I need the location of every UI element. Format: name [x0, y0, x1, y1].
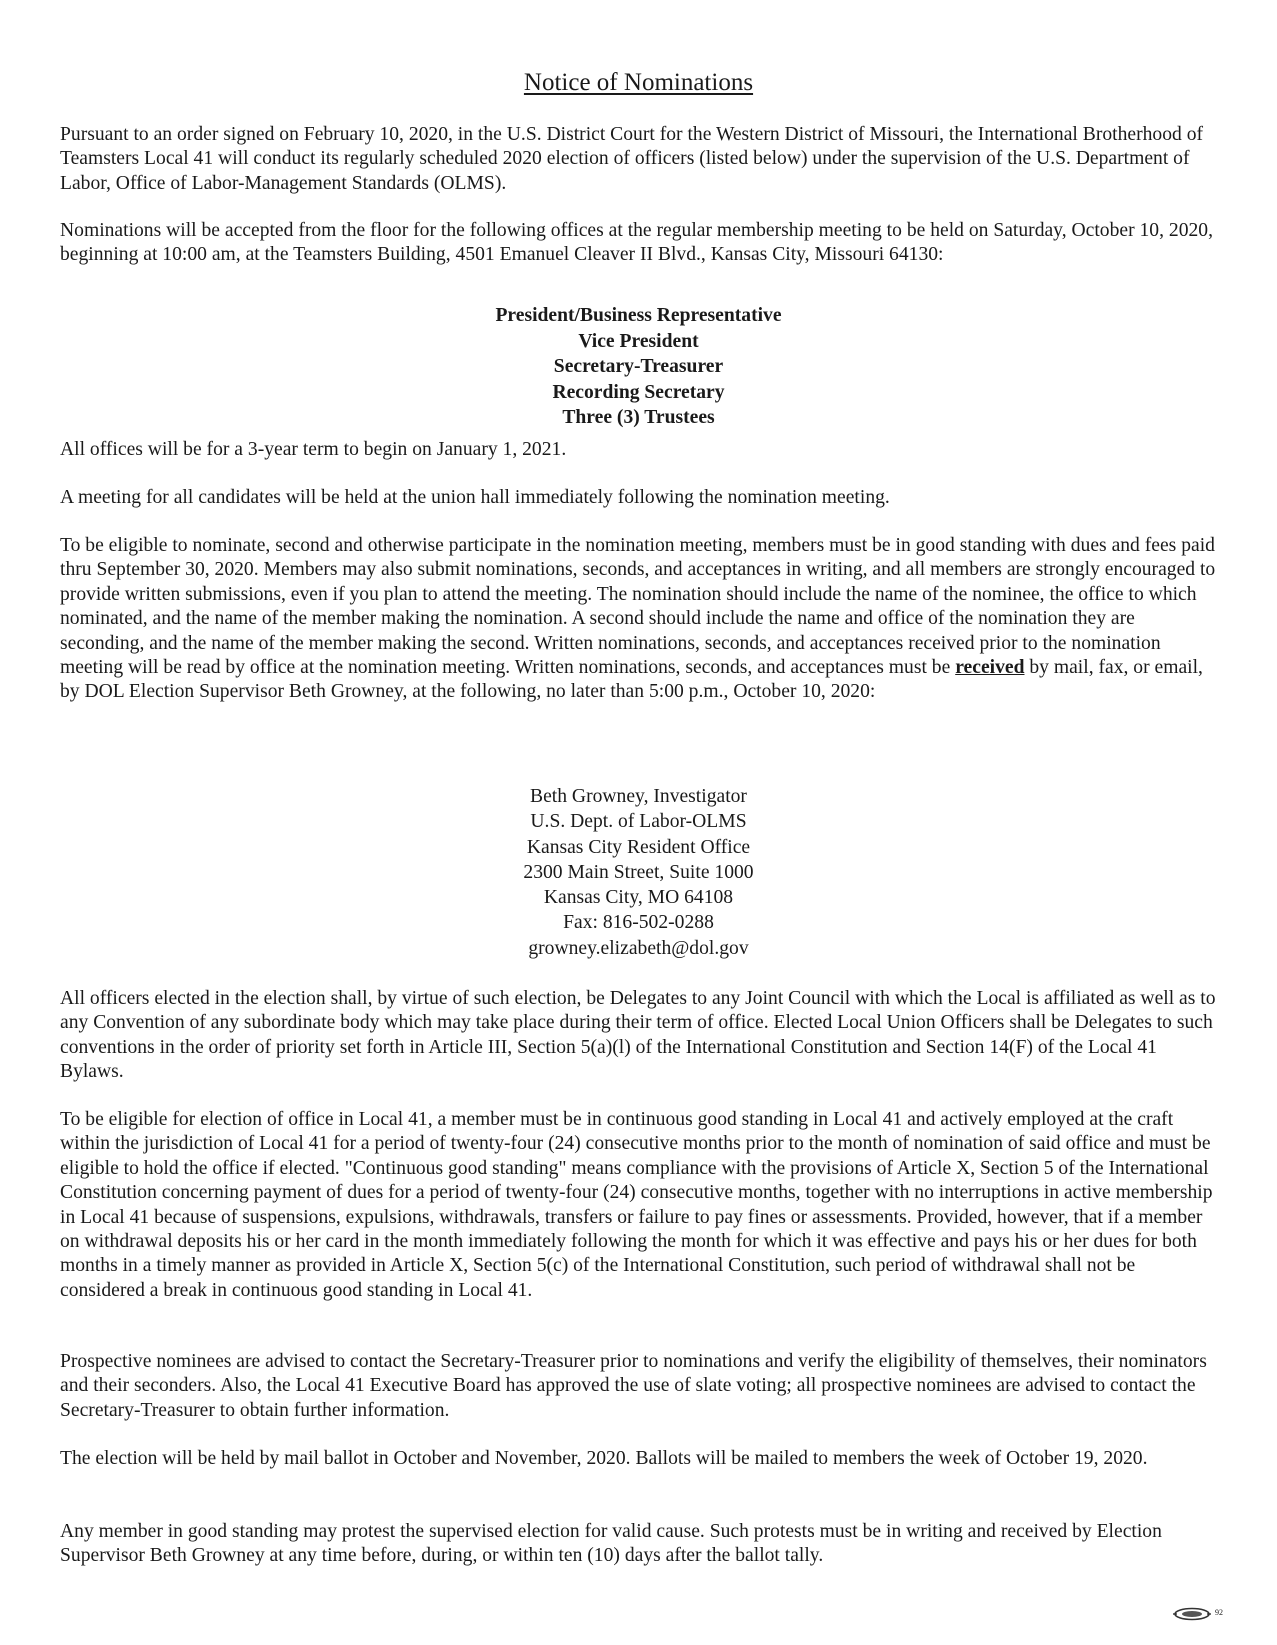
office-item: Vice President	[578, 330, 699, 352]
delegates-text: All officers elected in the election shall, by virtue of such election, be Delegates to any Joint Council with which the Local is affiliated as well as to any Convention of any subordinate body which may take place during their term of office. Elected Local Union Officers shall be Delegates to such conventions in the order of priority set forth in Article III, Section 5(a)(l) of the International Constitution and Section 14(F) of the Local 41 Bylaws.	[60, 988, 1216, 1083]
floor-nominations-text: Nominations will be accepted from the floor for the following offices at the regular membership meeting to be held on Saturday, October 10, 2020, beginning at 10:00 am, at the Teamsters Building, 4501 Emanuel Cleaver II Blvd., Kansas City, Missouri 64130:	[60, 220, 1213, 266]
office-item: President/Business Representative	[495, 305, 782, 326]
protest-paragraph	[60, 1520, 1218, 1569]
page-title: Notice of Nominations	[523, 69, 754, 96]
eligibility-nominate-text-start: To be eligible to nominate, second and otherwise participate in the nomination meeting, members must be in good standing with dues and fees paid thru September 30, 2020. Members may also submit nominations, seconds, and acceptances in writing, and all members are strongly encouraged to provide written submissions, even if you plan to attend the meeting. The nomination should include the name of the nominee, the office to which nominated, and the name of the member making the nomination. A second should include the name and office of the nomination they are seconding, and the name of the member making the second. Written nominations, seconds, and acceptances received prior to the nomination meeting will be read by office at the nomination meeting. Written nominations, seconds, and acceptances must be	[60, 535, 1216, 679]
office-item: Three (3) Trustees	[562, 407, 715, 428]
address-line: 2300 Main Street, Suite 1000	[523, 861, 754, 883]
eligibility-office-text: To be eligible for election of office in Local 41, a member must be in continuous good standing in Local 41 and actively employed at the craft within the jurisdiction of Local 41 for a period of twenty-four (24) consecutive months prior to the month of nomination of said office and must be eligible to hold the office if elected. "Continuous good standing" means compliance with the provisions of Article X, Section 5 of the International Constitution concerning payment of dues for a period of twenty-four (24) consecutive months, together with no interruptions in active membership in Local 41 because of suspensions, expulsions, withdrawals, transfers or failure to pay fines or assessments. Provided, however, that if a member on withdrawal deposits his or her card in the month immediately following the month for which it was effective and pays his or her dues for both months in a timely manner as provided in Article X, Section 5(c) of the International Constitution, such period of withdrawal shall not be considered a break in continuous good standing in Local 41.	[60, 1109, 1213, 1301]
prospective-nominees-text: Prospective nominees are advised to contact the Secretary-Treasurer prior to nominations and verify the eligibility of themselves, their nominators and their seconders. Also, the Local 41 Executive Board has approved the use of slate voting; all prospective nominees are advised to contact the Secretary-Treasurer to obtain further information.	[60, 1351, 1207, 1421]
eligibility-nominate-text-end: by mail, fax, or email, by DOL Election Supervisor Beth Growney, at the following, no later than 5:00 p.m., October 10, 2020:	[60, 657, 1203, 703]
office-item: Recording Secretary	[552, 381, 725, 403]
protest-text: Any member in good standing may protest the supervised election for valid cause. Such protests must be in writing and received by Election Supervisor Beth Growney at any time before, during, or within ten (10) days after the ballot tally.	[60, 1521, 1162, 1567]
offices-list	[0, 303, 1277, 431]
eligibility-nominate-text	[60, 534, 1218, 705]
prospective-nominees-paragraph	[60, 1350, 1218, 1423]
fax-line: Fax: 816-502-0288	[563, 912, 714, 934]
election-text: The election will be held by mail ballot in October and November, 2020. Ballots will be mailed to members the week of October 19, 2020.	[60, 1448, 1148, 1469]
eligibility-office-paragraph	[60, 1108, 1218, 1303]
union-bug-icon	[1172, 1607, 1212, 1621]
candidates-meeting-paragraph	[60, 486, 1218, 510]
floor-nominations-paragraph	[60, 219, 1218, 268]
union-bug-number: 92	[1215, 1608, 1223, 1617]
intro-paragraph	[60, 123, 1218, 196]
email-line: growney.elizabeth@dol.gov	[528, 937, 749, 959]
term-text: All offices will be for a 3-year term to begin on January 1, 2021.	[60, 439, 567, 460]
address-line: Beth Growney, Investigator	[530, 786, 747, 807]
delegates-paragraph	[60, 987, 1218, 1085]
received-emphasis: received	[955, 657, 1025, 679]
term-paragraph	[60, 438, 1218, 462]
intro-text: Pursuant to an order signed on February 10, 2020, in the U.S. District Court for the Western District of Missouri, the International Brotherhood of Teamsters Local 41 will conduct its regularly scheduled 2020 election of officers (listed below) under the supervision of the U.S. Department of Labor, Office of Labor-Management Standards (OLMS).	[60, 124, 1204, 194]
address-line: Kansas City Resident Office	[526, 836, 751, 858]
supervisor-address-block	[0, 784, 1277, 961]
eligibility-nominate-paragraph	[60, 534, 1218, 705]
candidates-meeting-text: A meeting for all candidates will be held at the union hall immediately following the nomination meeting.	[60, 487, 890, 508]
address-line: U.S. Dept. of Labor-OLMS	[530, 811, 747, 833]
office-item: Secretary-Treasurer	[553, 356, 724, 377]
election-paragraph	[60, 1447, 1218, 1471]
address-line: Kansas City, MO 64108	[543, 887, 734, 909]
